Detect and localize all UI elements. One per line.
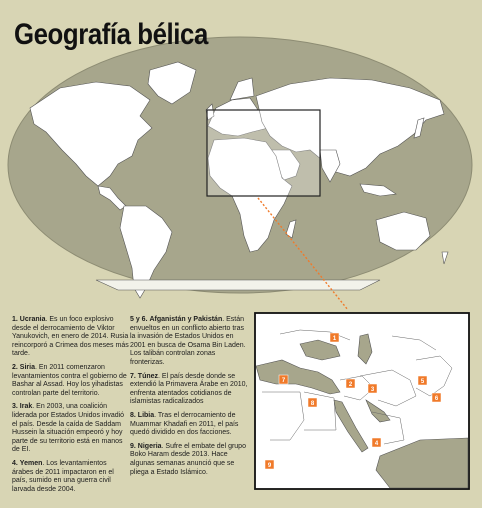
legend-item-ucrania: 1. Ucrania. Es un foco explosivo desde el derrocamiento de Viktor Yanukovich, en enero de 2014. Rusia reincorporó a Crimea dos meses más tarde. bbox=[12, 316, 129, 358]
marker-4 bbox=[372, 438, 381, 447]
svg-text:7: 7 bbox=[281, 378, 286, 384]
marker-2 bbox=[346, 379, 355, 388]
legend-column-2 bbox=[130, 316, 248, 482]
svg-text:2: 2 bbox=[348, 382, 353, 388]
svg-text:6: 6 bbox=[434, 396, 439, 402]
marker-1 bbox=[330, 333, 339, 342]
legend-item-yemen: 4. Yemen. Los levantamientos árabes de 2011 impactaron en el país, sumido en una guerra civil larvada desde 2004. bbox=[12, 459, 114, 493]
marker-9 bbox=[265, 460, 274, 469]
svg-text:4: 4 bbox=[374, 441, 379, 447]
marker-5 bbox=[418, 376, 427, 385]
marker-3 bbox=[368, 384, 377, 393]
marker-8 bbox=[308, 398, 317, 407]
legend-column-1 bbox=[12, 316, 129, 499]
legend-item-nigeria: 9. Nigeria. Sufre el embate del grupo Boko Haram desde 2013. Hace algunas semanas anunció que se pliega a Estado Islámico. bbox=[130, 442, 246, 476]
legend-item-libia: 8. Libia. Tras el derrocamiento de Muammar Khadafi en 2011, el país quedó dividido en dos facciones. bbox=[130, 411, 239, 437]
svg-text:1: 1 bbox=[332, 336, 337, 342]
legend-item-afganistan-pakistan: 5 y 6. Afganistán y Pakistán. Están envueltos en un conflicto abierto tras la invasión de Estados Unidos en 2001 en busca de Osama Bin Laden. Los talibán controlan zonas fronterizas. bbox=[130, 316, 246, 366]
svg-text:9: 9 bbox=[267, 463, 272, 469]
marker-6 bbox=[432, 393, 441, 402]
svg-text:8: 8 bbox=[310, 401, 315, 407]
inset-map bbox=[255, 313, 469, 489]
legend-item-siria: 2. Siria. En 2011 comenzaron levantamientos contra el gobierno de Bashar al Assad. Hoy los yihadistas controlan parte del territorio. bbox=[12, 363, 127, 397]
svg-text:3: 3 bbox=[370, 387, 375, 393]
svg-text:5: 5 bbox=[420, 379, 425, 385]
focus-area-box bbox=[207, 110, 320, 196]
legend-item-tunez: 7. Túnez. El país desde donde se extendió la Primavera Árabe en 2010, enfrenta atentados cotidianos de islamistas radicalizados bbox=[130, 372, 248, 406]
marker-7 bbox=[279, 375, 288, 384]
page-title: Geografía bélica bbox=[14, 18, 208, 51]
legend-item-irak: 3. Irak. En 2003, una coalición liderada por Estados Unidos invadió el país. Desde la caída de Saddam Hussein la situación empeoró y hoy parte de su territorio está en manos de EI. bbox=[12, 403, 125, 454]
